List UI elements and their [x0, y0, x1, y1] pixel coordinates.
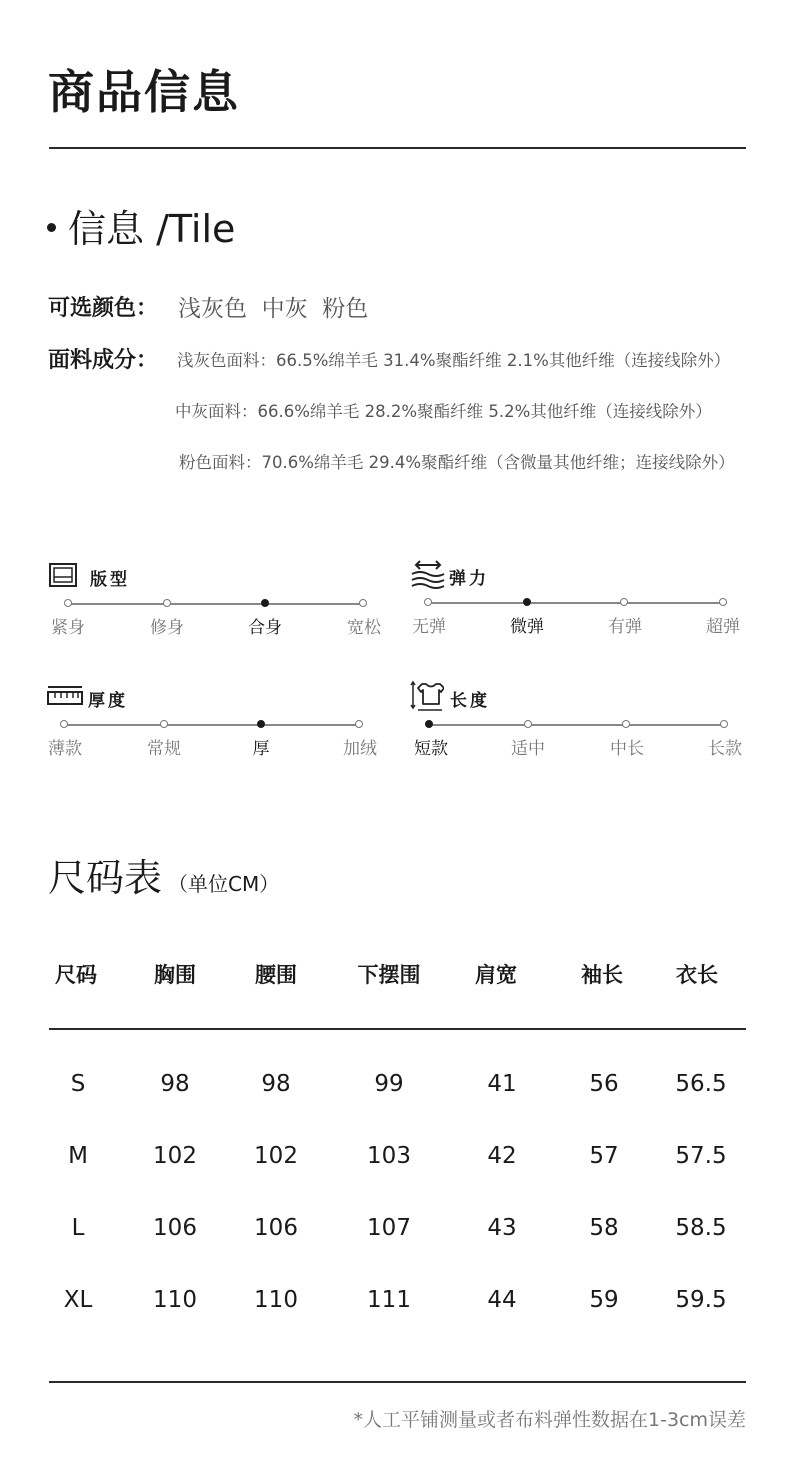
table-header: 衣长	[676, 963, 718, 987]
table-cell: 58.5	[675, 1215, 727, 1241]
page-title: 商品信息	[48, 65, 240, 119]
table-cell: L	[71, 1215, 85, 1241]
colors-label: 可选颜色：	[48, 296, 159, 321]
table-cell: 102	[153, 1143, 197, 1169]
scale-dot-thickness-3-selected	[257, 720, 265, 728]
table-cell: S	[70, 1071, 86, 1097]
section-title-text: 信息 /Tile	[68, 207, 236, 251]
scale-label: 适中	[511, 739, 545, 759]
size-chart-unit: （单位CM）	[168, 872, 280, 896]
size-chart-title-text: 尺码表	[48, 856, 163, 900]
attr-title-thickness: 厚度	[88, 691, 128, 711]
table-cell: 57	[589, 1143, 619, 1169]
scale-label: 有弹	[608, 617, 642, 637]
scale-label: 薄款	[48, 739, 82, 759]
scale-dot-fit-4	[359, 599, 367, 607]
section-title	[47, 203, 235, 255]
table-cell: 98	[261, 1071, 291, 1097]
size-chart-title	[48, 852, 279, 910]
scale-label: 中长	[610, 739, 644, 759]
colors-value: 浅灰色 中灰 粉色	[178, 296, 369, 322]
scale-label-selected: 微弹	[510, 617, 544, 637]
table-cell: 56	[589, 1071, 619, 1097]
scale-label: 常规	[147, 739, 181, 759]
scale-label: 长款	[708, 739, 742, 759]
table-cell: 106	[254, 1215, 298, 1241]
table-cell: 110	[153, 1287, 197, 1313]
table-cell: 106	[153, 1215, 197, 1241]
table-header: 下摆围	[357, 963, 421, 987]
attr-title-stretch: 弹力	[449, 569, 489, 589]
fabric-line-mid-grey: 中灰面料：66.6%绵羊毛 28.2%聚酯纤维 5.2%其他纤维（连接线除外）	[175, 402, 712, 421]
scale-dot-stretch-2-selected	[523, 598, 531, 606]
scale-label: 宽松	[347, 618, 381, 638]
table-cell: 59	[589, 1287, 619, 1313]
table-cell: 41	[487, 1071, 517, 1097]
scale-dot-length-4	[720, 720, 728, 728]
scale-label: 紧身	[51, 618, 85, 638]
fabric-label: 面料成分：	[48, 348, 159, 373]
table-header: 腰围	[255, 963, 297, 987]
table-cell: XL	[63, 1287, 93, 1313]
scale-dot-stretch-1	[424, 598, 432, 606]
table-cell: 42	[487, 1143, 517, 1169]
table-cell: M	[68, 1143, 88, 1169]
table-cell: 58	[589, 1215, 619, 1241]
scale-label-selected: 厚	[252, 739, 270, 759]
table-header: 袖长	[581, 963, 623, 987]
scale-label: 修身	[150, 618, 184, 638]
scale-dot-fit-3-selected	[261, 599, 269, 607]
scale-label: 无弹	[412, 617, 446, 637]
table-bottom-divider	[49, 1381, 746, 1383]
stretch-icon	[410, 560, 446, 590]
scale-label-selected: 合身	[248, 618, 282, 638]
title-divider	[49, 147, 746, 149]
scale-dot-fit-1	[64, 599, 72, 607]
tshirt-length-icon	[410, 680, 444, 712]
table-cell: 98	[160, 1071, 190, 1097]
table-cell: 103	[367, 1143, 411, 1169]
scale-label: 加绒	[343, 739, 377, 759]
scale-label: 超弹	[706, 617, 740, 637]
table-cell: 111	[367, 1287, 411, 1313]
scale-dot-length-3	[622, 720, 630, 728]
table-header: 尺码	[55, 963, 97, 987]
table-cell: 43	[487, 1215, 517, 1241]
scale-dot-length-1-selected	[425, 720, 433, 728]
table-header: 肩宽	[475, 963, 517, 987]
scale-dot-thickness-1	[60, 720, 68, 728]
scale-dot-fit-2	[163, 599, 171, 607]
table-cell: 110	[254, 1287, 298, 1313]
scale-dot-thickness-4	[355, 720, 363, 728]
scale-dot-stretch-3	[620, 598, 628, 606]
table-cell: 44	[487, 1287, 517, 1313]
scale-label-selected: 短款	[414, 739, 448, 759]
scale-line-fit	[68, 603, 364, 605]
scale-line-stretch	[428, 602, 724, 604]
table-cell: 99	[374, 1071, 404, 1097]
measurement-note: *人工平铺测量或者布料弹性数据在1-3cm误差	[353, 1409, 746, 1431]
table-cell: 56.5	[675, 1071, 727, 1097]
table-cell: 57.5	[675, 1143, 727, 1169]
attr-title-fit: 版型	[90, 570, 130, 590]
table-cell: 59.5	[675, 1287, 727, 1313]
fabric-line-pink: 粉色面料：70.6%绵羊毛 29.4%聚酯纤维（含微量其他纤维；连接线除外）	[179, 453, 735, 472]
scale-line-length	[429, 724, 725, 726]
scale-dot-length-2	[524, 720, 532, 728]
table-cell: 107	[367, 1215, 411, 1241]
scale-dot-thickness-2	[160, 720, 168, 728]
table-cell: 102	[254, 1143, 298, 1169]
bullet-dot	[47, 223, 56, 232]
table-header: 胸围	[154, 963, 196, 987]
fabric-line-light-grey: 浅灰色面料：66.5%绵羊毛 31.4%聚酯纤维 2.1%其他纤维（连接线除外）	[177, 351, 731, 370]
table-header-divider	[49, 1028, 746, 1030]
attr-title-length: 长度	[450, 691, 490, 711]
scale-dot-stretch-4	[719, 598, 727, 606]
fit-icon	[48, 562, 80, 588]
ruler-icon	[47, 684, 83, 708]
scale-line-thickness	[64, 724, 360, 726]
